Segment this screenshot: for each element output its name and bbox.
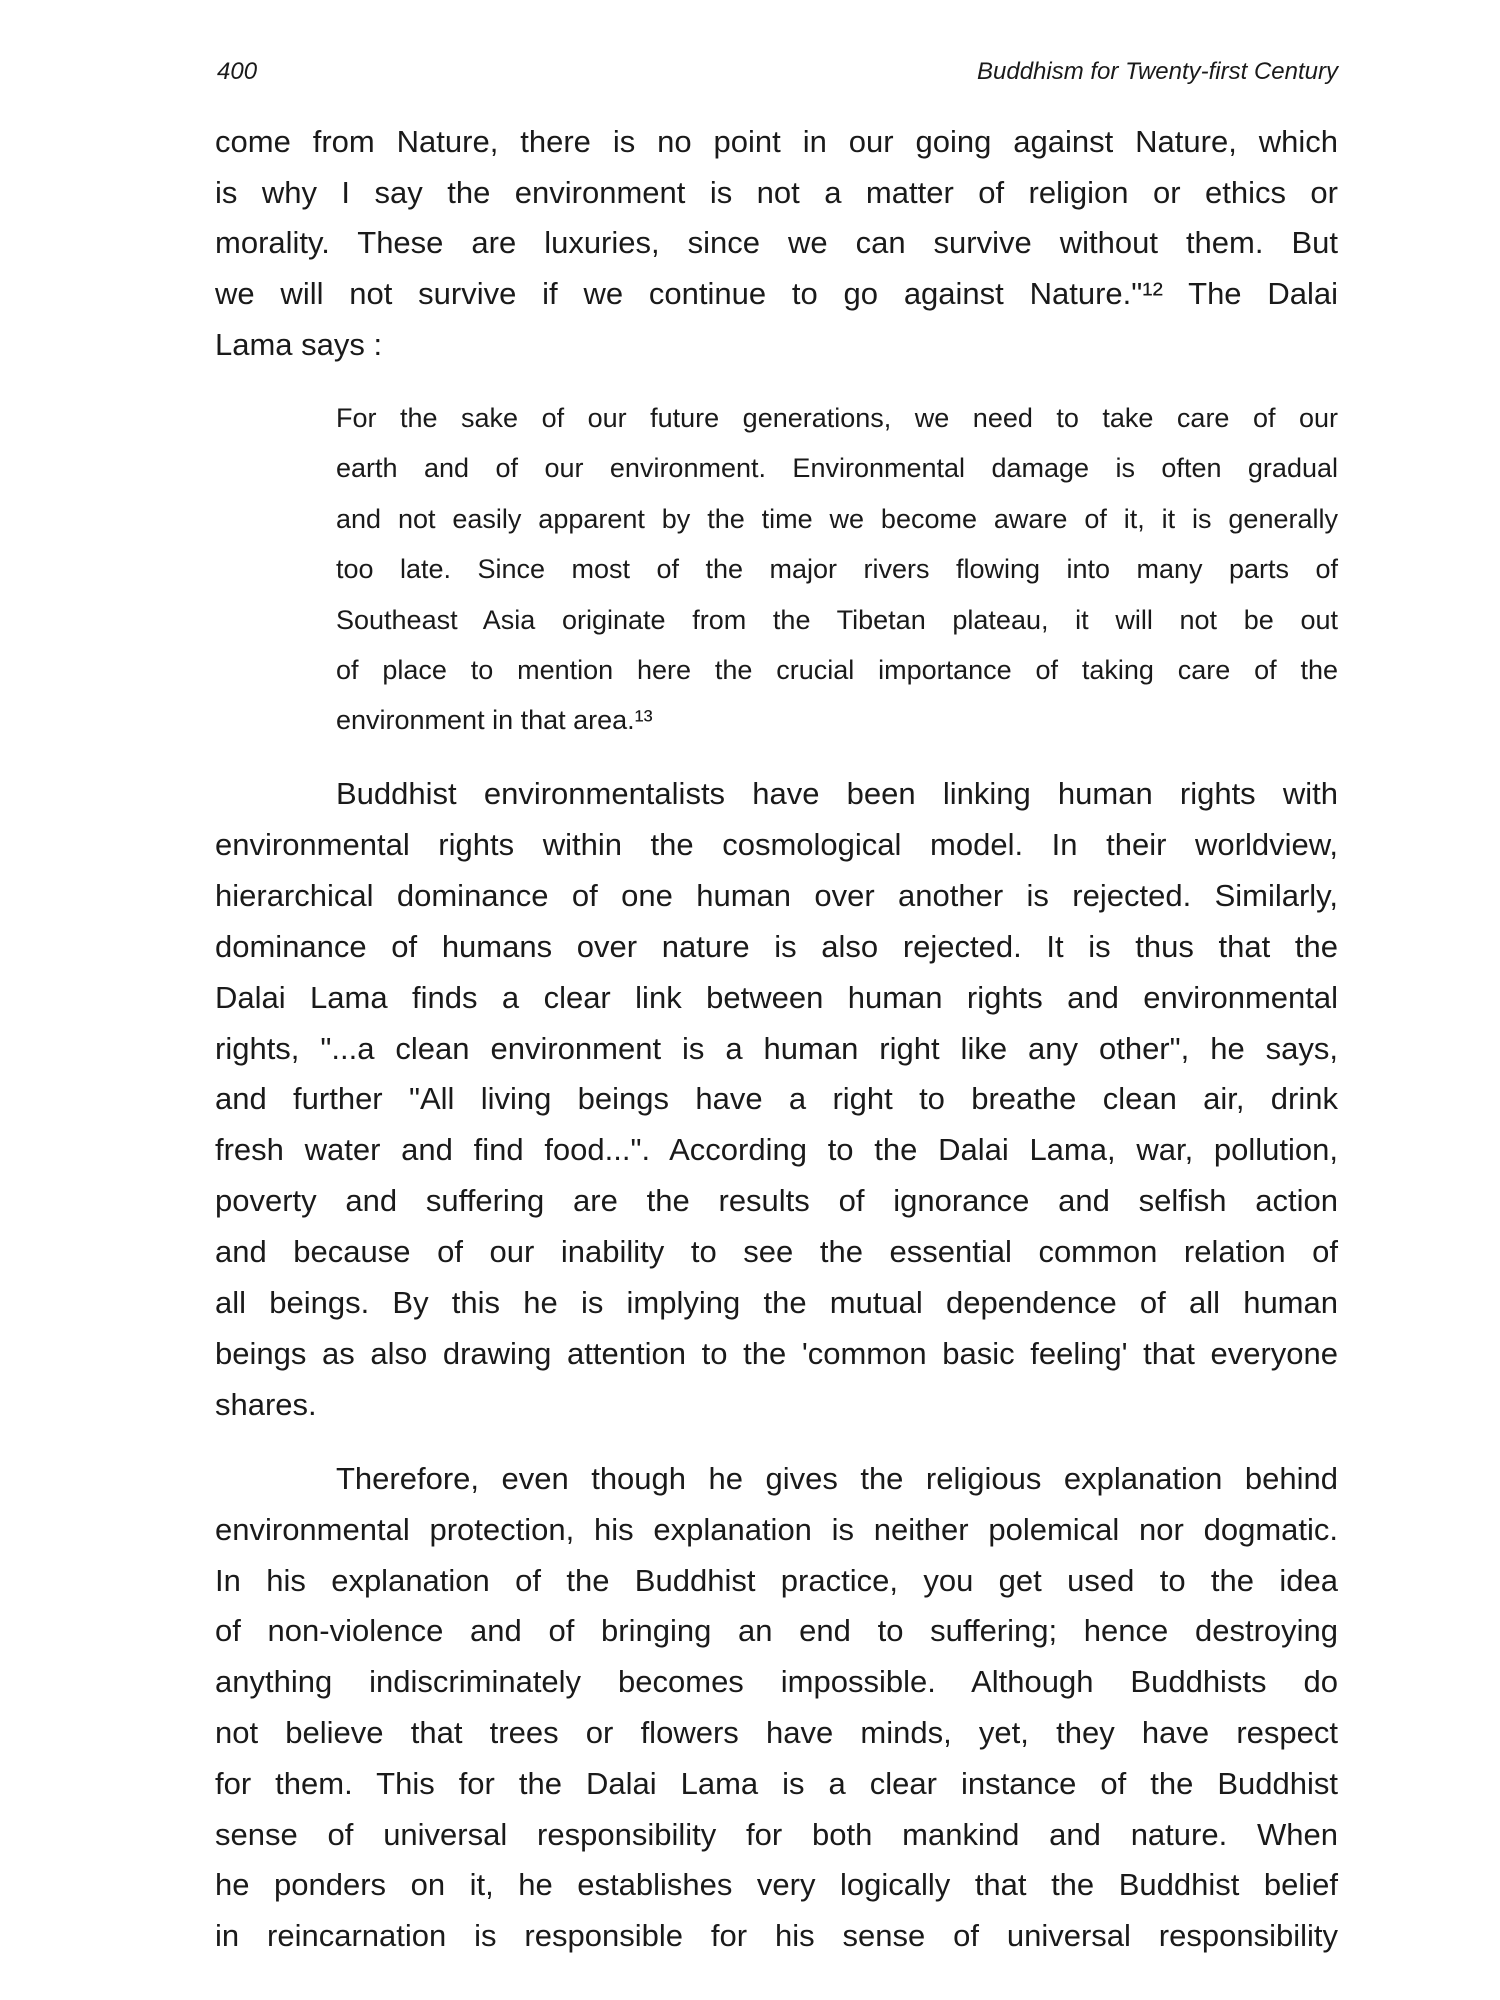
text-line: shares.: [215, 1386, 317, 1422]
text-line: environmental rights within the cosmological model. In their worldview,: [215, 826, 1338, 862]
text-line: hierarchical dominance of one human over another is rejected. Similarly,: [215, 877, 1338, 913]
text-line: Lama says :: [215, 326, 383, 362]
text-line: environmental protection, his explanation is neither polemical nor dogmatic.: [215, 1511, 1338, 1547]
text-line: and further "All living beings have a right to breathe clean air, drink: [215, 1081, 1338, 1117]
text-line: rights, "...a clean environment is a human right like any other", he says,: [215, 1030, 1338, 1066]
text-line: we will not survive if we continue to go against Nature."¹² The Dalai: [215, 276, 1338, 312]
text-line: Dalai Lama finds a clear link between human rights and environmental: [215, 979, 1338, 1015]
text-line: and because of our inability to see the essential common relation of: [215, 1234, 1338, 1270]
paragraph-human-rights: [215, 769, 1338, 1431]
text-line: Therefore, even though he gives the religious explanation behind: [336, 1461, 1338, 1496]
text-line: and not easily apparent by the time we become aware of it, it is generally: [336, 503, 1338, 534]
text-line: of non-violence and of bringing an end to suffering; hence destroying: [215, 1613, 1338, 1649]
text-line: too late. Since most of the major rivers flowing into many parts of: [336, 554, 1338, 585]
text-line: come from Nature, there is no point in our going against Nature, which: [215, 124, 1338, 159]
text-line: Buddhist environmentalists have been linking human rights with: [336, 776, 1338, 811]
paragraph-religious-explanation: [215, 1454, 1338, 1962]
text-line: he ponders on it, he establishes very logically that the Buddhist belief: [215, 1867, 1338, 1903]
text-line: morality. These are luxuries, since we can survive without them. But: [215, 225, 1338, 261]
text-line: earth and of our environment. Environmental damage is often gradual: [336, 453, 1338, 484]
text-line: Southeast Asia originate from the Tibetan plateau, it will not be out: [336, 604, 1338, 635]
text-line: For the sake of our future generations, we need to take care of our: [336, 403, 1338, 433]
text-line: not believe that trees or flowers have minds, yet, they have respect: [215, 1714, 1338, 1750]
paragraph-continuation: [215, 117, 1338, 371]
text-line: sense of universal responsibility for both mankind and nature. When: [215, 1816, 1338, 1852]
text-line: is why I say the environment is not a matter of religion or ethics or: [215, 174, 1338, 210]
text-line: in reincarnation is responsible for his sense of universal responsibility: [215, 1918, 1338, 1954]
page-number: 400: [217, 58, 258, 85]
text-line: all beings. By this he is implying the mutual dependence of all human: [215, 1285, 1338, 1321]
text-line: dominance of humans over nature is also rejected. It is thus that the: [215, 928, 1338, 964]
text-line: poverty and suffering are the results of ignorance and selfish action: [215, 1183, 1338, 1219]
text-line: In his explanation of the Buddhist practice, you get used to the idea: [215, 1562, 1338, 1598]
text-line: beings as also drawing attention to the 'common basic feeling' that everyone: [215, 1335, 1338, 1371]
block-quote: [336, 393, 1338, 746]
text-line: fresh water and find food...". According to the Dalai Lama, war, pollution,: [215, 1132, 1338, 1168]
text-line: anything indiscriminately becomes impossible. Although Buddhists do: [215, 1664, 1338, 1700]
running-title: Buddhism for Twenty-first Century: [977, 58, 1338, 85]
text-line: for them. This for the Dalai Lama is a clear instance of the Buddhist: [215, 1765, 1338, 1801]
text-line: environment in that area.¹³: [336, 705, 653, 736]
text-line: of place to mention here the crucial importance of taking care of the: [336, 655, 1338, 686]
